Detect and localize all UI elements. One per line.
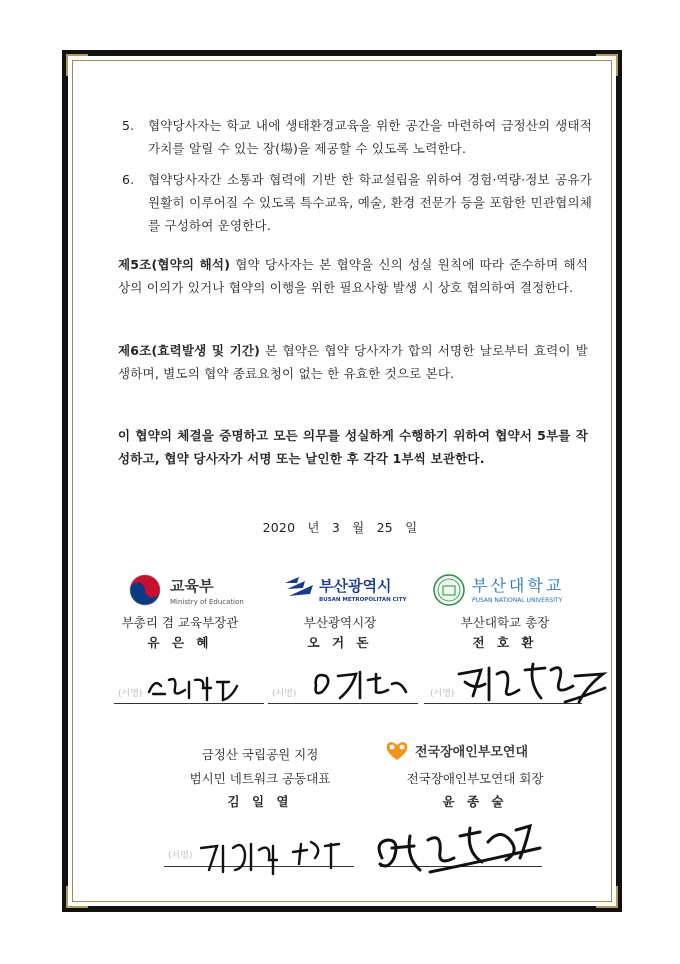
pnu-logo-sub: PUSAN NATIONAL UNIVERSITY xyxy=(472,597,563,604)
heart-hands-icon xyxy=(383,738,411,762)
busan-logo xyxy=(283,573,423,609)
article-text: 협약 당사자는 본 협약을 신의 성실 원칙에 따라 준수하며 해석상의 이의가 있거나 협약의 이행을 위한 필요사항 발생 시 상호 협의하여 결정한다. xyxy=(118,257,588,295)
sign-label: (서명) xyxy=(272,689,297,699)
moe-logo-sub: Ministry of Education xyxy=(170,598,244,606)
signatory-name: 윤 종 술 xyxy=(442,794,508,809)
clause-text: 협약당사자간 소통과 협력에 기반 한 학교설립을 위하여 경험·역량·정보 공유가 원활히 이루어질 수 있도록 특수교육, 예술, 환경 전문가 등을 포함한 민관협의체를 구성하여 운영한다. xyxy=(148,172,592,233)
signatory-title: 전국장애인부모연대 회장 xyxy=(406,771,544,786)
signatory-title: 부산대학교 총장 xyxy=(460,615,550,630)
signatory-name: 김 일 열 xyxy=(227,794,293,809)
pnu-logo-text: 부산대학교 xyxy=(472,576,565,595)
signatory-title: 부산광역시장 xyxy=(303,615,377,630)
moe-logo-text: 교육부 xyxy=(170,577,214,595)
handwritten-signature xyxy=(145,672,245,704)
article-5 xyxy=(118,253,588,299)
taegeuk-icon xyxy=(128,573,162,607)
signatory-name: 유 은 혜 xyxy=(147,635,213,650)
border-ornament xyxy=(596,886,618,908)
busan-wave-icon xyxy=(283,575,317,601)
handwritten-signature xyxy=(455,660,615,710)
handwritten-signature xyxy=(370,818,550,882)
border-ornament xyxy=(66,54,88,76)
busan-logo-text: 부산광역시 xyxy=(319,577,392,595)
signatory-name: 오 거 돈 xyxy=(307,635,373,650)
sign-label: (서명) xyxy=(118,689,143,699)
sign-label: (서명) xyxy=(430,689,455,699)
signatory-line1: 금정산 국립공원 지정 xyxy=(201,747,319,762)
article-text: 본 협약은 협약 당사자가 합의 서명한 날로부터 효력이 발생하며, 별도의 협약 종료요청이 없는 한 유효한 것으로 본다. xyxy=(118,343,588,381)
clause-item-5 xyxy=(122,114,592,160)
signatory-name: 전 호 환 xyxy=(472,635,538,650)
border-ornament xyxy=(596,54,618,76)
sign-label: (서명) xyxy=(168,851,193,861)
busan-logo-sub: BUSAN METROPOLITAN CITY xyxy=(319,597,407,603)
border-ornament xyxy=(66,886,88,908)
closing-statement: 이 협약의 체결을 증명하고 모든 의무를 성실하게 수행하기 위하여 협약서 5부를 작성하고, 협약 당사자가 서명 또는 날인한 후 각각 1부씩 보관한다. xyxy=(118,428,588,466)
clause-number: 6. xyxy=(122,172,135,187)
agreement-date: 2020 년 3 월 25 일 xyxy=(262,520,418,535)
clause-text: 협약당사자는 학교 내에 생태환경교육을 위한 공간을 마련하여 금정산의 생태적 가치를 알릴 수 있는 장(場)을 제공할 수 있도록 노력한다. xyxy=(148,118,592,156)
signatory-title: 범시민 네트워크 공동대표 xyxy=(189,771,331,786)
parents-union-logo xyxy=(383,738,573,764)
handwritten-signature xyxy=(308,668,412,704)
article-6 xyxy=(118,339,588,385)
article-title: 제5조(협약의 해석) xyxy=(118,257,231,272)
clause-number: 5. xyxy=(122,118,135,133)
clause-item-6 xyxy=(122,168,592,238)
parents-union-logo-text: 전국장애인부모연대 xyxy=(415,745,529,760)
pnu-emblem-icon xyxy=(432,573,466,607)
handwritten-signature xyxy=(195,834,355,880)
moe-logo xyxy=(128,571,278,611)
article-title: 제6조(효력발생 및 기간) xyxy=(118,343,261,358)
signatory-title: 부총리 겸 교육부장관 xyxy=(121,615,239,630)
pnu-logo xyxy=(432,571,582,611)
